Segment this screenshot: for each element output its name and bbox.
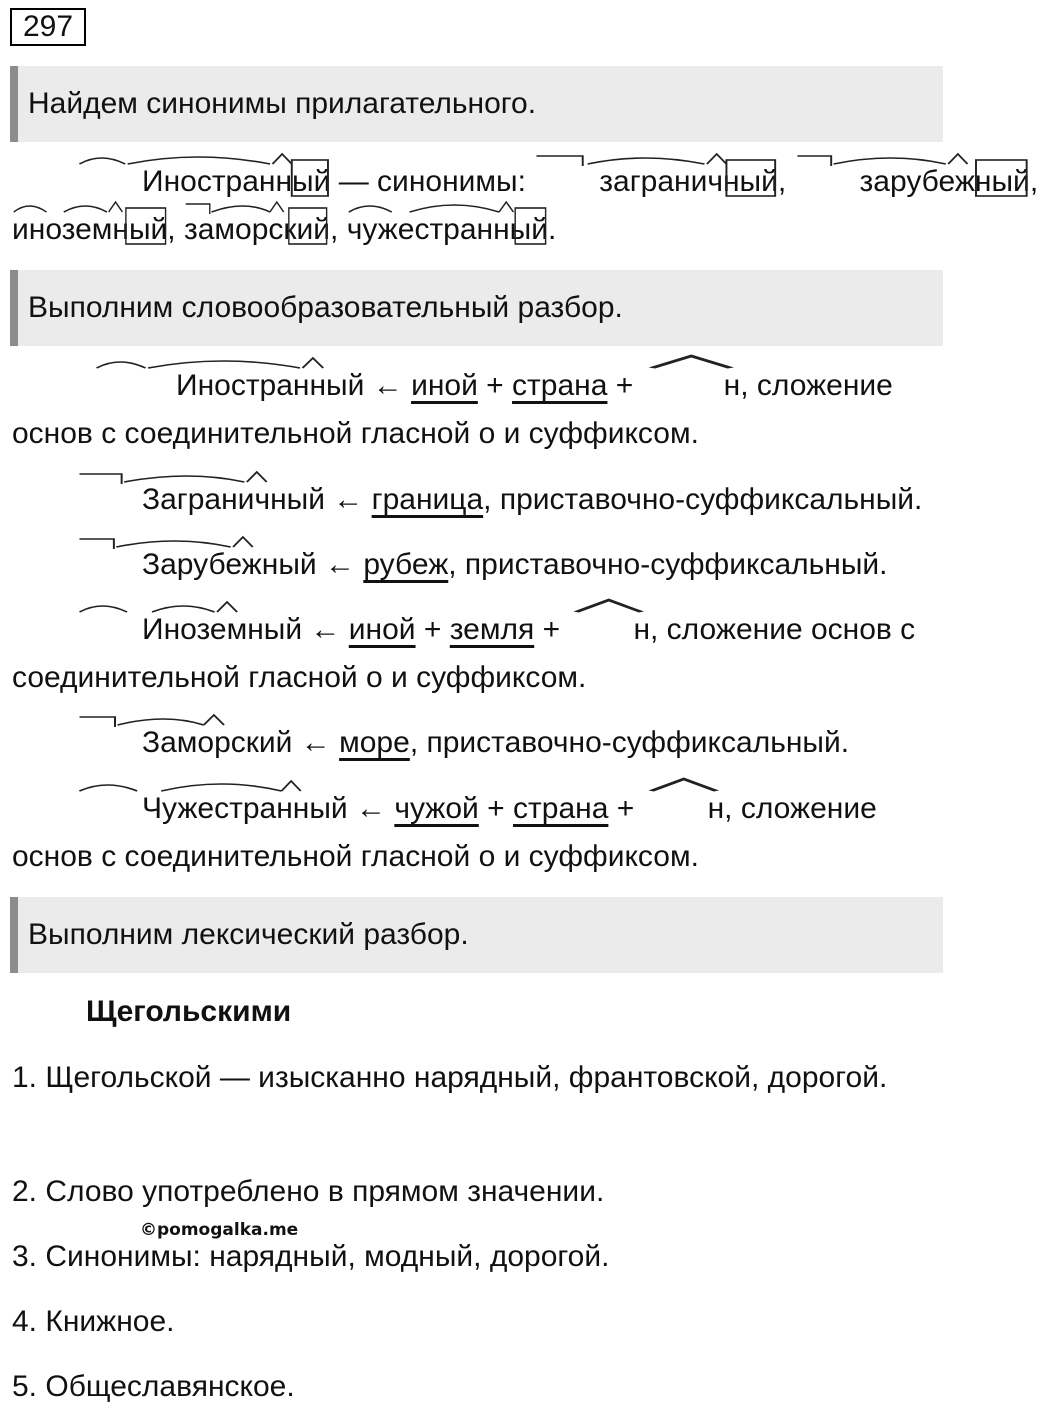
lexical-item-3: 3. Синонимы: нарядный, модный, дорогой. [12, 1240, 610, 1273]
derived-word [77, 785, 348, 833]
arrow: ← [324, 483, 372, 516]
arrow: ← [316, 548, 364, 581]
derivation-entry-3 [12, 541, 947, 589]
base-word-1: рубеж [363, 548, 449, 581]
base-word-2: земля [449, 613, 535, 646]
derived-word [77, 541, 317, 589]
word-text: чужестранный [346, 213, 549, 246]
base-word-1: иной [411, 369, 478, 402]
suffix-text: н [723, 369, 741, 402]
base-word-2: страна [512, 369, 608, 402]
morph-word-inostrannyj [77, 158, 330, 206]
synonyms-line-1 [12, 158, 1038, 206]
morph-word-chuzhestrannyj [347, 206, 548, 254]
task-number: 297 [10, 8, 86, 46]
lexical-item-2: 2. Слово употреблено в прямом значении. [12, 1175, 605, 1208]
suffix-mark [642, 362, 741, 410]
plus: + [477, 369, 513, 402]
word-text: заморский [183, 213, 331, 246]
suffix-text: н [633, 613, 651, 646]
lexical-item-4: 4. Книжное. [12, 1305, 175, 1338]
derivation-entry-6 [12, 785, 917, 881]
suffix-mark [643, 785, 725, 833]
base-word-1: чужой [394, 792, 479, 825]
derived-word [77, 476, 325, 524]
arrow: ← [302, 613, 349, 646]
text: — синонимы: [330, 165, 535, 198]
text: , [1029, 165, 1038, 198]
synonyms-line-2 [12, 206, 947, 254]
base-word-1: иной [348, 613, 416, 646]
derived-word [77, 719, 292, 767]
arrow: ← [292, 726, 340, 759]
word-text: заграничный [599, 165, 778, 198]
entry-text: , сложение основ с соединительной гласной о и суффиксом. [12, 792, 877, 873]
section-header-lexical: Выполним лексический разбор. [10, 897, 943, 973]
word-text: Зарубежный [142, 548, 317, 581]
entry-text: , сложение основ с соединительной гласной о и суффиксом. [12, 369, 893, 450]
text: , [167, 213, 184, 246]
base-word-1: граница [371, 483, 484, 516]
derived-word [94, 362, 364, 410]
derived-word [77, 606, 302, 654]
morph-word-inozemnyj [12, 206, 167, 254]
section-header-word-formation: Выполним словообразовательный разбор. [10, 270, 943, 346]
plus: + [608, 792, 643, 825]
plus: + [478, 792, 514, 825]
entry-text: , приставочно-суффиксальный. [448, 548, 888, 581]
suffix-mark [568, 606, 650, 654]
derivation-entry-5 [12, 719, 947, 767]
entry-text: , сложение основ с соединительной гласной о и суффиксом. [12, 613, 916, 694]
section-header-synonyms: Найдем синонимы прилагательного. [10, 66, 943, 142]
plus: + [607, 369, 642, 402]
word-text: Заграничный [142, 483, 325, 516]
watermark: ©pomogalka.me [140, 1220, 299, 1240]
morph-word-zamorskij [184, 206, 330, 254]
word-text: иноземный [12, 213, 168, 246]
derivation-entry-2 [12, 476, 947, 524]
word-text: зарубежный [859, 165, 1030, 198]
morph-word-zarubezhnyj [795, 158, 1030, 206]
entry-text: , приставочно-суффиксальный. [409, 726, 850, 759]
word-text: Заморский [142, 726, 293, 759]
lexical-item-5: 5. Общеславянское. [12, 1370, 295, 1403]
word-text: Иностранный [142, 165, 331, 198]
suffix-text: н [707, 792, 725, 825]
text: , [777, 165, 795, 198]
derivation-entry-1 [12, 362, 917, 458]
plus: + [415, 613, 450, 646]
word-text: Иноземный [142, 613, 303, 646]
morph-word-zagranichnyj [534, 158, 778, 206]
entry-text: , приставочно-суффиксальный. [483, 483, 923, 516]
text: . [548, 213, 557, 246]
lexical-word: Щегольскими [86, 995, 292, 1028]
base-word-1: море [339, 726, 410, 759]
arrow: ← [364, 369, 412, 402]
lexical-item-1: 1. Щегольской — изысканно нарядный, франтовской, дорогой. [12, 1061, 888, 1094]
derivation-entry-4 [12, 606, 917, 702]
base-word-2: страна [513, 792, 609, 825]
arrow: ← [347, 792, 395, 825]
word-text: Чужестранный [142, 792, 348, 825]
text: , [330, 213, 347, 246]
plus: + [534, 613, 569, 646]
word-text: Иностранный [176, 369, 365, 402]
